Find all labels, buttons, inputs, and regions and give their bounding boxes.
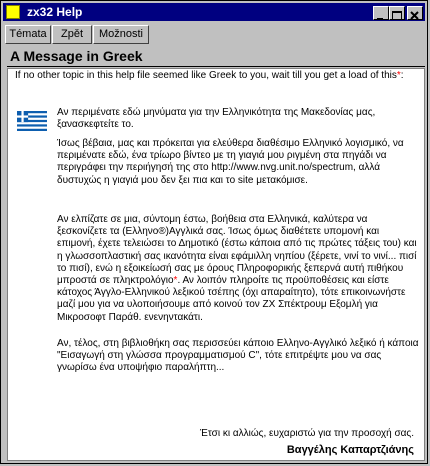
toolbar — [3, 25, 425, 45]
minimize-button[interactable] — [373, 6, 389, 20]
paragraph-4: Αν, τέλος, στη βιβλιοθήκη σας περισσεύει κάποιο Ελληνο-Αγγλικό λεξικό ή κάποια "Εισαγωγή στη γλώσσα προγραμματισμού C", τότε επιτρέψτε μου να σας γνωρίσω ένα υποψήφιο παραλήπτη... — [57, 338, 419, 374]
content-pane[interactable] — [7, 68, 425, 461]
greek-flag-icon — [16, 111, 48, 131]
footnote-link-2[interactable]: * — [173, 275, 178, 287]
toolbar-button-topics[interactable]: Témata — [5, 25, 51, 44]
toolbar-button-options[interactable]: Možnosti — [93, 25, 149, 44]
help-book-icon — [6, 5, 20, 19]
topic-title: A Message in Greek — [10, 48, 143, 64]
paragraph-1: Αν περιμένατε εδώ μηνύματα για την Ελληνικότητα της Μακεδονίας μας, ξανασκεφτείτε το. — [57, 107, 376, 131]
intro-text: If no other topic in this help file seemed like Greek to you, wait till you get a load of this*: — [15, 70, 404, 81]
paragraph-2: Ίσως βέβαια, μας και πρόκειται για ελεύθερα διαθέσιμο Ελληνικό λογισμικό, να περιμένατε εδώ, ένα τρίωρο βίντεο με τη γιαγιά μου ριγμένη στα πηγάδι να περιγράφει την περιήγησή της στο http://www.nvg.unit.no/spectrum, αλλά δυστυχώς η γιαγιά μου δεν ξει πια και το site μετακόμισε. — [57, 138, 404, 186]
thanks-text: Έτσι κι αλλιώς, ευχαριστώ για την προσοχή σας. — [200, 428, 414, 439]
footnote-link[interactable]: * — [396, 70, 401, 81]
signature: Βαγγέλης Καπαρτζιάνης — [286, 444, 414, 456]
paragraph-3: Αν ελπίζατε σε μια, σύντομη έστω, βοήθεια στα Ελληνικά, καλύτερα να ξεσκονίζετε τα (Ελληνο®)Αγγλικά σας. Ίσως όμως διαθέτετε υπομονή και επιμονή, έχετε τελειώσει το Δημοτικό (έστω κάποια από τις πρώτες τάξεις του) και η γλωσσοπλαστική σας ικανότητα είναι εφάμιλλη νηπίου (ξέρετε, νινί το νινί... πισί το πισί), ενώ η εξοικείωσή σας με όρους Πληροφορικής ξεπερνά αυτή πιθήκου μπροστά σε πληκτρολόγιο*. Αν λοιπόν πληροίτε τις προϋποθέσεις και είστε κάτοχος Άγγλο-Ελληνικού λεξικού τσέπης (όχι απαραίτητο), τότε επικοινωνήστε μαζί μου για να υλοποιήσουμε από κοινού τον ΖΧ Σπέκτρουμ Εξομλή για Μικροσοφτ Παράθ. ενενηντακάτι. — [57, 214, 417, 323]
close-button[interactable] — [407, 6, 423, 20]
minimize-icon — [374, 10, 388, 22]
close-icon — [408, 10, 422, 22]
title-bar[interactable] — [3, 3, 425, 21]
window-title: zx32 Help — [27, 5, 83, 19]
maximize-button[interactable] — [389, 6, 405, 20]
toolbar-button-back[interactable]: Zpět — [52, 25, 92, 44]
topic-header — [7, 48, 425, 67]
maximize-icon — [390, 10, 404, 22]
